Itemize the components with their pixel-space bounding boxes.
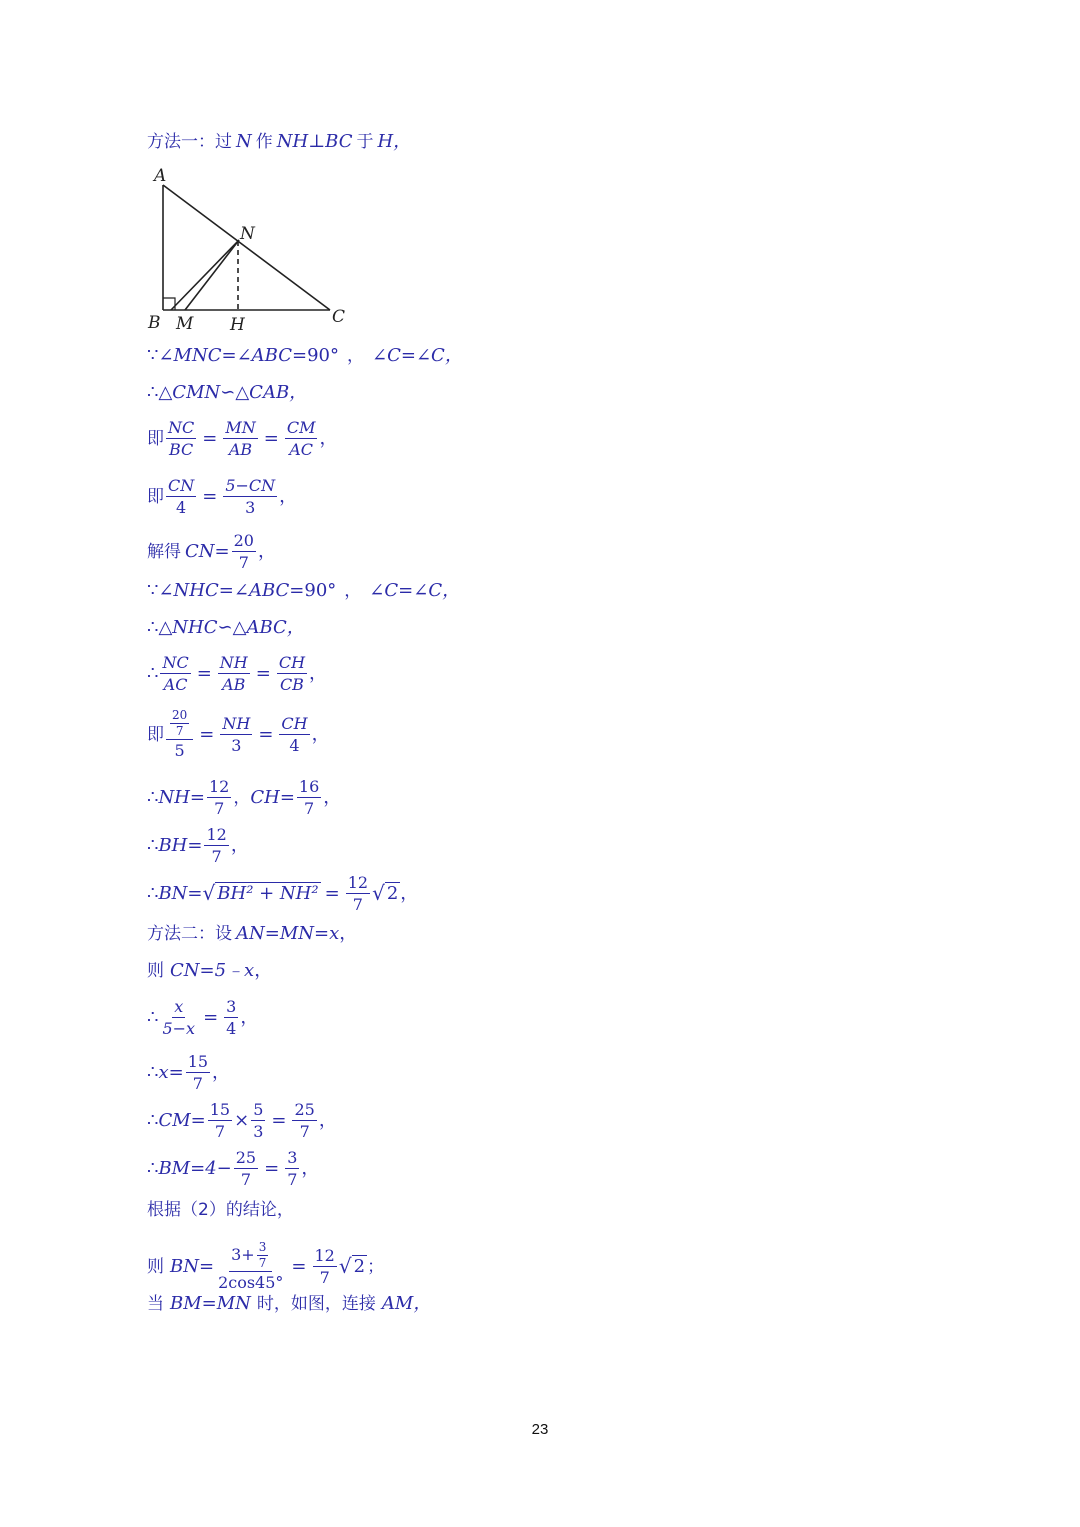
cn-expression-line: 则 CN=5﹣x ， [147, 960, 273, 981]
side-ac [163, 185, 330, 310]
bn-line-1: ∴ BN= √ BH² + NH² = $\frac{12}{7}$ √ 2 ， [147, 873, 419, 914]
fraction: $\frac{NH}{AB}$ [219, 653, 248, 694]
bh-line: ∴ BH= $\frac{12}{7}$ ， [147, 825, 249, 866]
fraction: $\frac{12}{7}$ [347, 873, 369, 914]
segment-mn [185, 240, 239, 310]
fraction: $\frac{5-CN}{3}$ [225, 476, 276, 517]
fraction: $\frac{3}{7}$ [287, 1148, 298, 1189]
solve-cn-line: 解得 CN= $\frac{20}{7}$ ， [147, 531, 276, 572]
fraction: $\frac{12}{7}$ [206, 825, 227, 866]
fraction: $\frac{12}{7}$ [314, 1246, 335, 1287]
ratio-line-1: 即 $\frac{NC}{BC}$ = $\frac{MN}{AB}$ = $\frac{CM}{AC}$ ， [147, 418, 338, 459]
fraction: $\frac{CM}{AC}$ [286, 418, 316, 459]
ratio-line-3: ∴ $\frac{NC}{AC}$ = $\frac{NH}{AB}$ = $\frac{CH}{CB}$ ， [147, 653, 328, 694]
label-m: M [176, 314, 194, 334]
fraction: $\frac{15}{7}$ [209, 1100, 231, 1141]
similar-line-1: ∴ △CMN∽△CAB， [147, 382, 308, 403]
method-two-line: 方法二：设 AN=MN=x ， [147, 923, 358, 944]
fraction: $\frac{16}{7}$ [298, 777, 320, 818]
fraction: $\frac{5}{3}$ [253, 1100, 264, 1141]
case-line: 当 BM=MN 时，如图，连接 AM， [147, 1293, 432, 1314]
fraction: $\frac{15}{7}$ [187, 1052, 209, 1093]
because-line-1: ∵ ∠MNC = ∠ABC =90° ， ∠C = ∠C， [147, 345, 463, 366]
label-c: C [332, 307, 346, 327]
label-a: A [154, 166, 167, 186]
conclusion-ref-line: 根据（2）的结论， [147, 1200, 294, 1220]
fraction: $\frac{CH}{CB}$ [278, 653, 306, 694]
fraction: $\frac{12}{7}$ [208, 777, 230, 818]
fraction: $\frac{NH}{3}$ [222, 714, 251, 755]
fraction: $\frac{NC}{AC}$ [162, 653, 189, 694]
compound-fraction: 3+ $\frac{3}{7}$ 2cos45° [218, 1240, 284, 1292]
page-number: 23 [531, 1421, 549, 1438]
x-value-line: ∴ x= $\frac{15}{7}$ ， [147, 1052, 231, 1093]
cm-line: ∴ CM= $\frac{15}{7}$ × $\frac{5}{3}$ = $\frac{25}{7}$ ， [147, 1100, 337, 1141]
square-root: √ 2 [372, 881, 399, 905]
because-line-2: ∵ ∠NHC = ∠ABC =90° ， ∠C = ∠C， [147, 580, 461, 601]
bm-line: ∴ BM=4− $\frac{25}{7}$ = $\frac{3}{7}$ ， [147, 1148, 320, 1189]
square-root: √ BH² + NH² [202, 881, 319, 905]
label-n: N [240, 224, 255, 244]
fraction: $\frac{CH}{4}$ [281, 714, 308, 755]
fraction: $\frac{CN}{4}$ [168, 476, 195, 517]
similar-line-2: ∴ △NHC∽△ABC， [147, 617, 305, 638]
label-b: B [148, 313, 161, 333]
square-root: √ 2 [338, 1254, 366, 1278]
fraction: $\frac{3}{4}$ [226, 997, 237, 1038]
segment-bn [171, 240, 239, 310]
nh-ch-line: ∴ NH= $\frac{12}{7}$ ， CH= $\frac{16}{7}$ ， [147, 777, 342, 818]
fraction: $\frac{20}{7}$ [172, 708, 188, 738]
bn-line-2: 则 BN= 3+ $\frac{3}{7}$ 2cos45° = $\frac{12}{7}$ √ 2 ； [147, 1240, 385, 1292]
ratio-line-4: 即 $\frac{\frac{20}{7}}{5}$ = $\frac{NH}{3}$ = $\frac{CH}{4}$ ， [147, 708, 330, 760]
fraction: $\frac{x}{5-x}$ [162, 997, 196, 1038]
triangle-figure [140, 163, 360, 338]
label-h: H [230, 315, 245, 335]
fraction: $\frac{NC}{BC}$ [168, 418, 195, 459]
fraction: $\frac{MN}{AB}$ [225, 418, 256, 459]
compound-fraction: $\frac{\frac{20}{7}}{5}$ [166, 709, 193, 760]
fraction: $\frac{3}{7}$ [258, 1240, 267, 1270]
x-equation-line: ∴ $\frac{x}{5-x}$ = $\frac{3}{4}$ ， [147, 997, 259, 1038]
fraction: $\frac{20}{7}$ [233, 531, 254, 572]
method-one-line: 方法一：过 N 作 NH ⊥ BC 于 H， [147, 131, 412, 152]
fraction: $\frac{25}{7}$ [235, 1148, 257, 1189]
fraction: $\frac{25}{7}$ [294, 1100, 315, 1141]
ratio-line-2: 即 $\frac{CN}{4}$ = $\frac{5-CN}{3}$ ， [147, 476, 298, 517]
